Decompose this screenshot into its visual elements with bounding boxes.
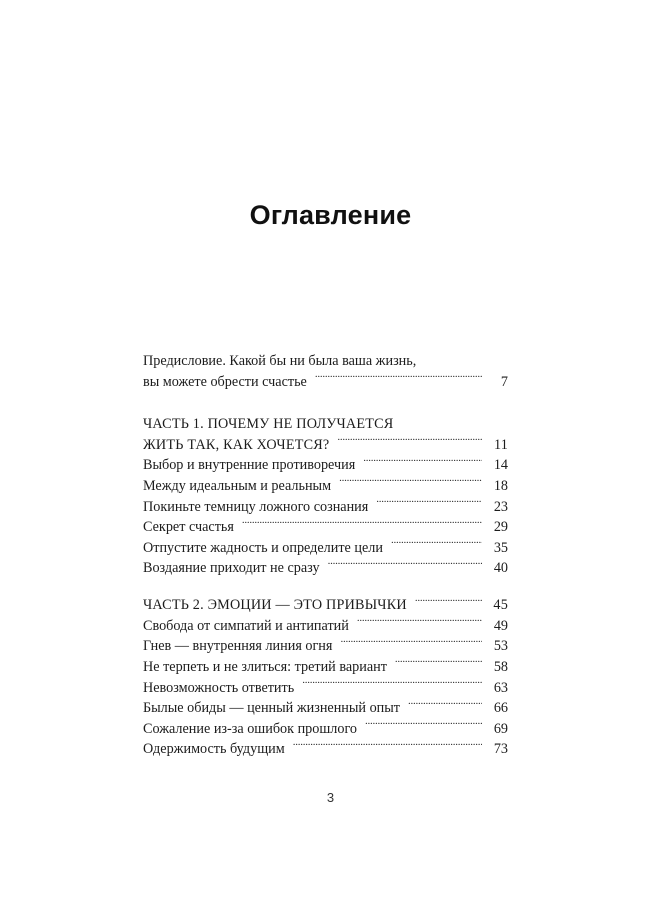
toc-part-title: ЧАСТЬ 1. ПОЧЕМУ НЕ ПОЛУЧАЕТСЯ	[143, 416, 394, 432]
toc-entry-title: Секрет счастья	[143, 519, 234, 536]
toc-page-number: 69	[493, 720, 508, 737]
dot-leader	[302, 677, 482, 691]
toc-chapter[interactable]	[143, 616, 508, 637]
toc-page-number: 11	[493, 436, 508, 453]
toc-part-title: ЖИТЬ ТАК, КАК ХОЧЕТСЯ?	[143, 436, 330, 453]
dot-leader	[337, 435, 482, 449]
page-title: Оглавление	[249, 200, 412, 230]
toc-page-number: 40	[493, 560, 508, 577]
dot-leader	[340, 636, 482, 650]
dot-leader	[339, 476, 482, 490]
toc-page-number: 63	[493, 679, 508, 696]
toc-entry-title: Свобода от симпатий и антипатий	[143, 617, 349, 634]
toc-page-number: 7	[500, 373, 508, 390]
toc-chapter[interactable]	[143, 538, 508, 559]
page-number: 3	[326, 790, 335, 805]
toc-chapter[interactable]	[143, 496, 508, 517]
toc-entry-title: Предисловие. Какой бы ни была ваша жизнь,	[143, 353, 417, 369]
toc-chapter[interactable]	[143, 657, 508, 678]
toc-part2	[143, 595, 508, 760]
toc-page-number: 23	[493, 498, 508, 515]
toc-entry-title: Между идеальным и реальным	[143, 477, 332, 494]
toc-entry-title: вы можете обрести счастье	[143, 373, 307, 390]
toc-entry-title: Покиньте темницу ложного сознания	[143, 498, 369, 515]
toc-page-number: 35	[493, 539, 508, 556]
toc-preface-line2[interactable]	[143, 372, 508, 393]
toc-chapter[interactable]	[143, 739, 508, 760]
toc-part1-line1[interactable]	[143, 414, 508, 435]
toc-part2-title[interactable]	[143, 595, 508, 616]
dot-leader	[315, 372, 482, 386]
toc-entry-title: Воздаяние приходит не сразу	[143, 560, 320, 577]
toc-chapter[interactable]	[143, 636, 508, 657]
dot-leader	[363, 455, 482, 469]
toc-chapter[interactable]	[143, 558, 508, 579]
toc-page-number: 18	[493, 477, 508, 494]
dot-leader	[357, 616, 482, 630]
toc-page-number: 45	[493, 597, 508, 614]
toc-entry-title: Гнев — внутренняя линия огня	[143, 638, 333, 655]
toc-entry-title: Одержимость будущим	[143, 741, 285, 758]
toc-chapter[interactable]	[143, 476, 508, 497]
dot-leader	[242, 517, 482, 531]
toc-part-title: ЧАСТЬ 2. ЭМОЦИИ — ЭТО ПРИВЫЧКИ	[143, 597, 407, 614]
toc-entry-title: Былые обиды — ценный жизненный опыт	[143, 700, 400, 717]
toc-page-number: 73	[493, 741, 508, 758]
dot-leader	[415, 595, 482, 609]
dot-leader	[328, 558, 482, 572]
toc-chapter[interactable]	[143, 517, 508, 538]
dot-leader	[395, 657, 482, 671]
toc-page-number: 29	[493, 519, 508, 536]
toc-page-number: 14	[493, 457, 508, 474]
dot-leader	[293, 739, 482, 753]
toc-page-number: 66	[493, 700, 508, 717]
toc-entry-title: Не терпеть и не злиться: третий вариант	[143, 658, 387, 675]
toc-entry-title: Сожаление из-за ошибок прошлого	[143, 720, 358, 737]
toc-chapter[interactable]	[143, 455, 508, 476]
toc-preface-line1[interactable]	[143, 351, 508, 372]
toc-entry-title: Выбор и внутренние противоречия	[143, 457, 356, 474]
dot-leader	[391, 538, 482, 552]
toc-chapter[interactable]	[143, 677, 508, 698]
toc-chapter[interactable]	[143, 698, 508, 719]
toc-part1-line2[interactable]	[143, 435, 508, 456]
toc-page-number: 58	[493, 658, 508, 675]
toc-page-number: 53	[493, 638, 508, 655]
toc-entry-title: Отпустите жадность и определите цели	[143, 539, 383, 556]
toc-page-number: 49	[493, 617, 508, 634]
dot-leader	[376, 496, 482, 510]
toc-entry-title: Невозможность ответить	[143, 679, 295, 696]
toc-part1	[143, 414, 508, 579]
toc-chapter[interactable]	[143, 719, 508, 740]
dot-leader	[365, 719, 482, 733]
toc-preface	[143, 351, 508, 392]
dot-leader	[408, 698, 482, 712]
